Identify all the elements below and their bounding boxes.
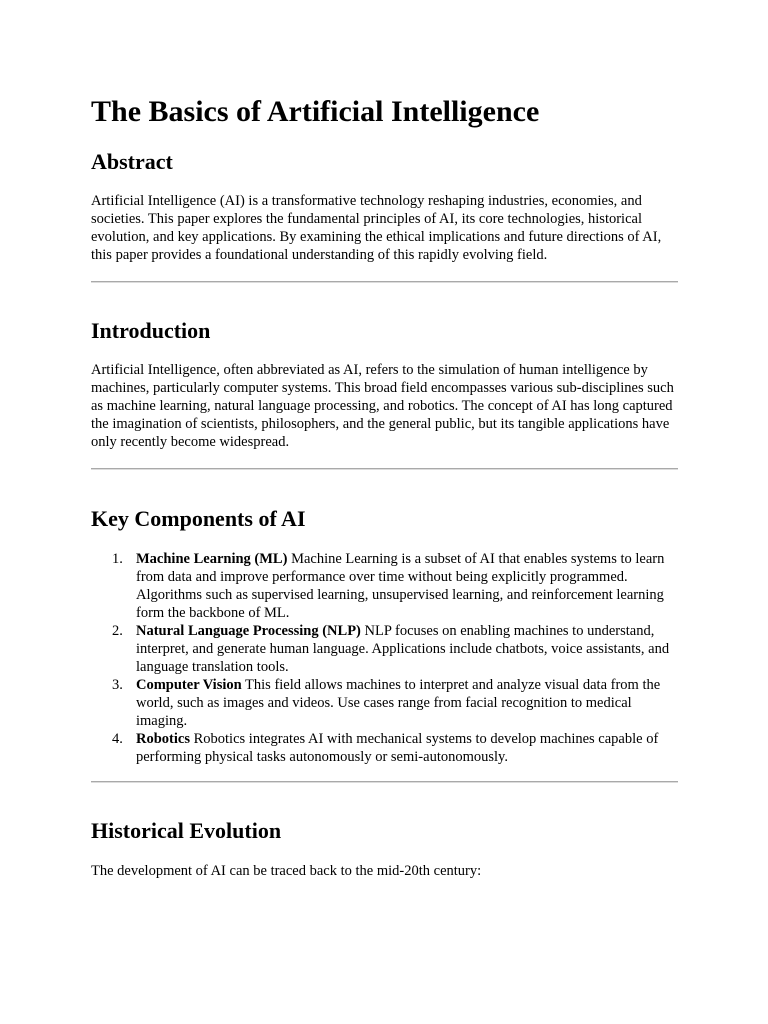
list-item [91,676,678,730]
introduction-body: Artificial Intelligence, often abbreviated as AI, refers to the simulation of human intelligence by machines, particularly computer systems. This broad field encompasses various sub-disciplines such as machine learning, natural language processing, and robotics. The concept of AI has long captured the imagination of scientists, philosophers, and the general public, but its tangible applications have only recently become widespread. [91,362,674,450]
list-item-term: Computer Vision [136,677,242,693]
introduction-heading: Introduction [91,318,211,343]
document-title: The Basics of Artificial Intelligence [91,95,540,128]
list-item-number: 1. [112,551,123,567]
list-item [91,730,678,766]
list-item-text: NLP focuses on enabling machines to understand, interpret, and generate human language. Applications include chatbots, voice assistants, and language translation tools. [136,623,670,675]
list-item-text: Machine Learning is a subset of AI that enables systems to learn from data and improve performance over time without being explicitly programmed. Algorithms such as supervised learning, unsupervised learning, and reinforcement learning form the backbone of ML. [136,551,665,621]
list-item-number: 3. [112,677,123,693]
historical-evolution-body: The development of AI can be traced back to the mid-20th century: [91,863,482,879]
section-divider-1 [91,281,678,283]
list-item-number: 2. [112,623,123,639]
section-divider-3 [91,781,678,783]
historical-evolution-heading: Historical Evolution [91,818,282,843]
list-item-number: 4. [112,731,123,747]
list-item-term: Machine Learning (ML) [136,551,288,567]
key-components-list [91,550,678,766]
key-components-heading: Key Components of AI [91,506,306,531]
section-divider-2 [91,468,678,470]
list-item-text: This field allows machines to interpret and analyze visual data from the world, such as images and videos. Use cases range from facial recognition to medical imaging. [136,677,661,729]
list-item [91,550,678,622]
abstract-body: Artificial Intelligence (AI) is a transformative technology reshaping industries, economies, and societies. This paper explores the fundamental principles of AI, its core technologies, historical evolution, and key applications. By examining the ethical implications and future directions of AI, this paper provides a foundational understanding of this rapidly evolving field. [91,193,662,263]
list-item [91,622,678,676]
abstract-heading: Abstract [91,149,173,174]
list-item-term: Robotics [136,731,190,747]
list-item-term: Natural Language Processing (NLP) [136,623,361,639]
list-item-text: Robotics integrates AI with mechanical systems to develop machines capable of performing physical tasks autonomously or semi-autonomously. [136,731,659,765]
